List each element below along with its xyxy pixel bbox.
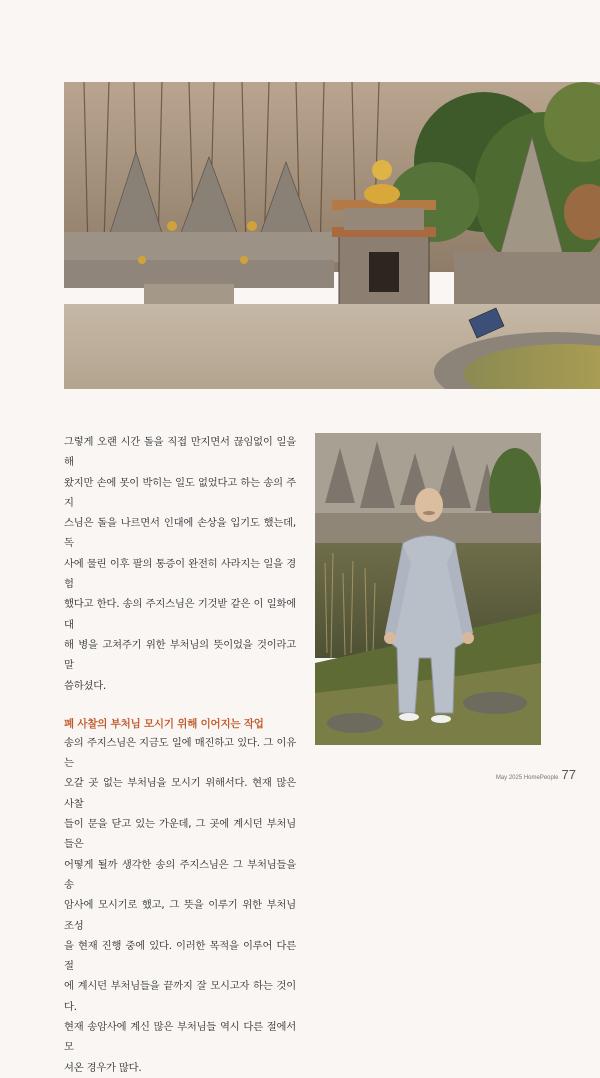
page-footer [496,767,576,782]
article-paragraph: 그렇게 오랜 시간 돌을 직접 만지면서 끊임없이 일을 해 왔지만 손에 못이 박히는 일도 없었다고 하는 송의 주지 스님은 돌을 나르면서 인대에 손상을 입기도 했는데, 독 사에 물린 이후 팔의 통증이 완전히 사라지는 일을 경험 했다고 한다. 송의 주지스님은 기것받 같은 이 일화에 대 해 병을 고쳐주기 위한 부처님의 뜻이었을 것이라고 말 씀하셨다. [64,436,296,692]
monk-portrait-photo [315,433,541,745]
article-body [64,432,296,1078]
section-subheading: 폐 사찰의 부처님 모시기 위해 이어지는 작업 [64,717,264,730]
temple-courtyard-illustration [64,82,600,389]
monk-portrait-illustration [315,433,541,745]
page-number: 77 [561,767,576,782]
article-paragraph: 송의 주지스님은 지금도 일에 매진하고 있다. 그 이유는 오갈 곳 없는 부처님을 모시기 위해서다. 현재 많은 사찰 들이 문을 닫고 있는 가운데, 그 곳에 계시던 부처님들은 어떻게 될까 생각한 송의 주지스님은 그 부처님들을 송 암사에 모시기로 했고, 그 뜻을 이루기 위한 부처님 조성 을 현재 진행 중에 있다. 이러한 목적을 이루어 다른 절 에 계시던 부처님들을 끝까지 잘 모시고자 하는 것이다. 현재 송암사에 계신 많은 부처님들 역시 다른 절에서 모 셔온 경우가 많다. [64,736,296,1074]
temple-courtyard-photo [64,82,600,389]
issue-label: May 2025 HomePeople [495,775,559,781]
